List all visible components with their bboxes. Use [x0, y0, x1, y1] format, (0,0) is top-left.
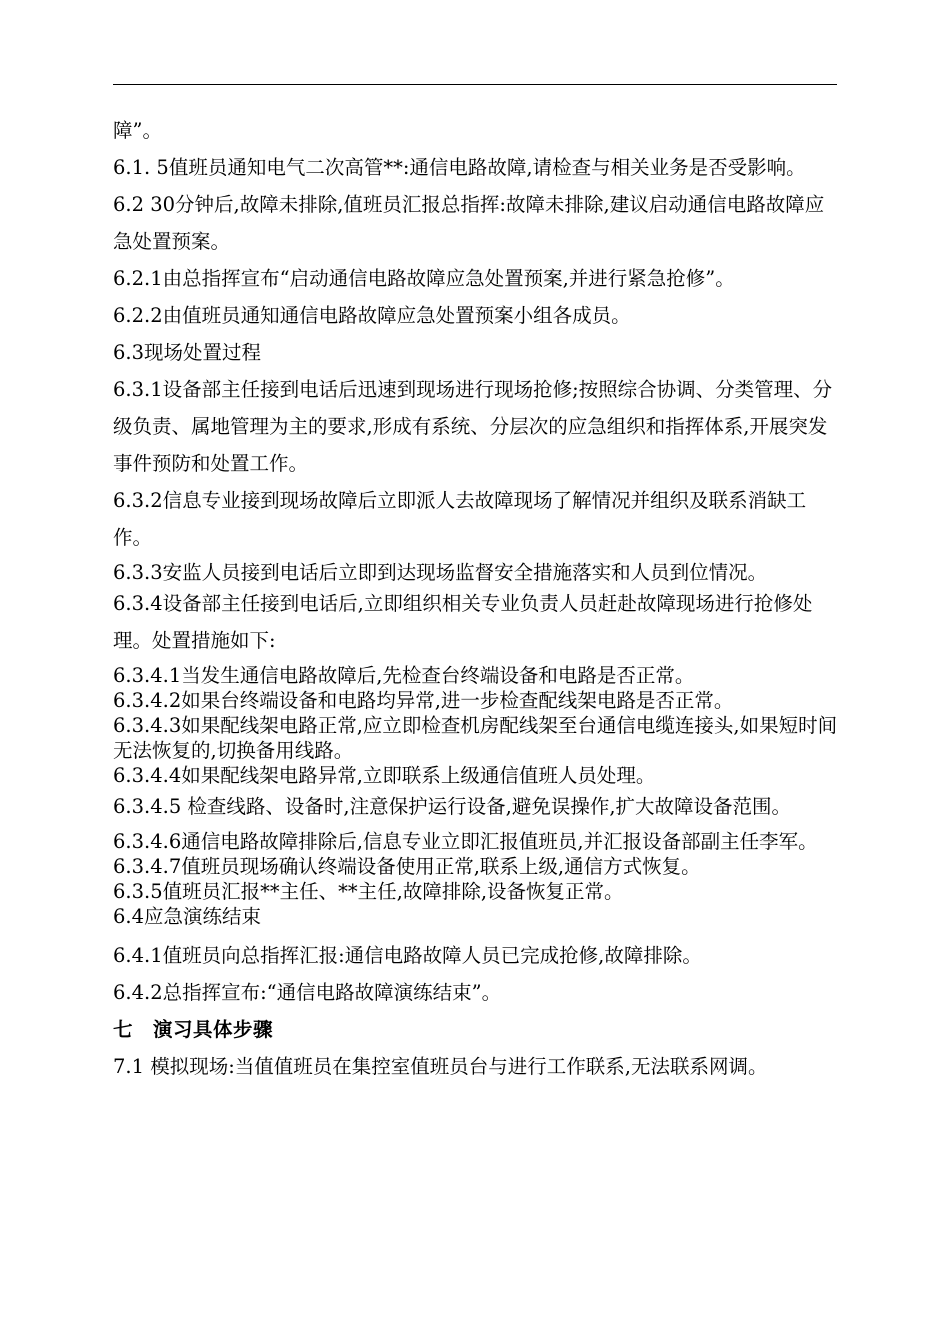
document-body	[113, 112, 843, 1085]
paragraph-6-3-1: 6.3.1设备部主任接到电话后迅速到现场进行现场抢修;按照综合协调、分类管理、分级负责、属地管理为主的要求,形成有系统、分层次的应急组织和指挥体系,开展突发事件预防和处置工作。	[113, 378, 833, 475]
paragraph-7-1: 7.1 模拟现场:当值值班员在集控室值班员台与进行工作联系,无法联系网调。	[113, 1055, 768, 1078]
paragraph-6-3-4: 6.3.4设备部主任接到电话后,立即组织相关专业负责人员赶赴故障现场进行抢修处理。处置措施如下:	[113, 592, 813, 652]
paragraph-6-3-2: 6.3.2信息专业接到现场故障后立即派人去故障现场了解情况并组织及联系消缺工作。	[113, 489, 807, 549]
paragraph-6-2-1: 6.2.1由总指挥宣布“启动通信电路故障应急处置预案,并进行紧急抢修”。	[113, 267, 735, 290]
paragraph-6-3-4-3: 6.3.4.3如果配线架电路正常,应立即检查机房配线架至台通信电缆连接头,如果短时间无法恢复的,切换备用线路。	[113, 714, 838, 762]
paragraph-6-4-2: 6.4.2总指挥宣布:“通信电路故障演练结束”。	[113, 981, 502, 1004]
paragraph-6-3-3: 6.3.3安监人员接到电话后立即到达现场监督安全措施落实和人员到位情况。	[113, 561, 768, 584]
paragraph-6-1-5: 6.1. 5值班员通知电气二次高管**:通信电路故障,请检查与相关业务是否受影响。	[113, 156, 806, 179]
paragraph-continuation: 障”。	[113, 119, 162, 142]
section-7-heading: 七 演习具体步骤	[113, 1018, 274, 1041]
section-6-3-title: 6.3现场处置过程	[113, 341, 262, 364]
paragraph-6-2: 6.2 30分钟后,故障未排除,值班员汇报总指挥:故障未排除,建议启动通信电路故障应急处置预案。	[113, 193, 825, 253]
paragraph-6-3-5: 6.3.5值班员汇报**主任、**主任,故障排除,设备恢复正常。	[113, 880, 624, 903]
paragraph-6-3-4-7: 6.3.4.7值班员现场确认终端设备使用正常,联系上级,通信方式恢复。	[113, 855, 701, 878]
paragraph-6-2-2: 6.2.2由值班员通知通信电路故障应急处置预案小组各成员。	[113, 304, 631, 327]
paragraph-6-3-4-5: 6.3.4.5 检查线路、设备时,注意保护运行设备,避免误操作,扩大故障设备范围。	[113, 795, 792, 818]
paragraph-6-3-4-2: 6.3.4.2如果台终端设备和电路均异常,进一步检查配线架电路是否正常。	[113, 689, 734, 712]
paragraph-6-3-4-1: 6.3.4.1当发生通信电路故障后,先检查台终端设备和电路是否正常。	[113, 664, 695, 687]
paragraph-6-4-1: 6.4.1值班员向总指挥汇报:通信电路故障人员已完成抢修,故障排除。	[113, 944, 702, 967]
paragraph-6-3-4-6: 6.3.4.6通信电路故障排除后,信息专业立即汇报值班员,并汇报设备部副主任李军。	[113, 830, 818, 853]
section-6-4-title: 6.4应急演练结束	[113, 905, 262, 928]
header-rule	[113, 84, 837, 85]
paragraph-6-3-4-4: 6.3.4.4如果配线架电路异常,立即联系上级通信值班人员处理。	[113, 764, 656, 787]
